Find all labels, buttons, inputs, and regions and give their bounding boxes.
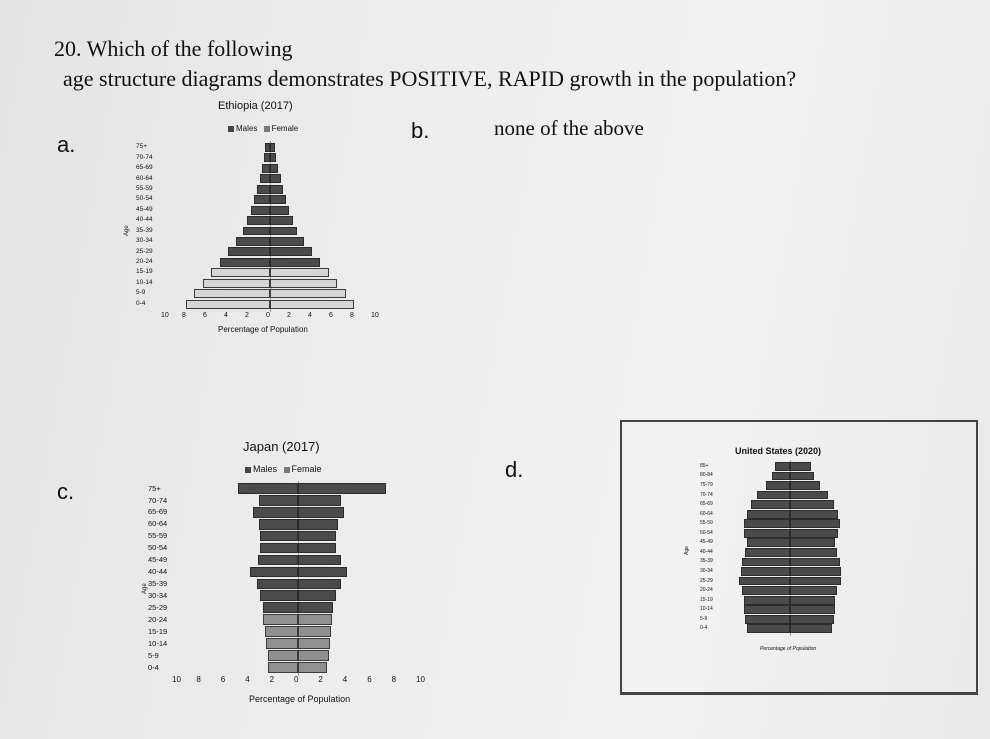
age-group-label: 35-39 [700, 558, 713, 565]
chart-title: United States (2020) [735, 446, 822, 456]
female-bar [270, 216, 293, 225]
male-bar [265, 626, 298, 637]
age-group-label: 5-9 [136, 289, 146, 297]
age-group-label: 85+ [700, 462, 709, 469]
male-bar [250, 567, 298, 578]
x-tick-label: 4 [308, 312, 312, 319]
female-bar [790, 462, 811, 471]
female-bar [790, 577, 841, 586]
male-bar [259, 519, 298, 530]
y-axis-label: Age [142, 583, 148, 594]
male-bar [251, 206, 270, 215]
male-bar [262, 164, 270, 173]
female-bar [790, 491, 828, 500]
chart-legend [245, 464, 322, 474]
age-group-label: 0-4 [700, 625, 708, 632]
male-bar [238, 483, 298, 494]
age-group-label: 60-64 [136, 174, 153, 182]
male-bar [744, 529, 791, 538]
age-group-label: 50-54 [700, 529, 713, 536]
age-group-label: 75-79 [700, 481, 713, 488]
age-group-label: 40-44 [136, 216, 153, 224]
female-bar [298, 567, 347, 578]
option-b-text: none of the above [494, 116, 644, 140]
option-c-letter: c. [57, 479, 75, 504]
female-bar [270, 289, 346, 298]
male-bar [257, 579, 298, 590]
male-bar [766, 481, 790, 490]
age-group-label: 55-59 [136, 184, 153, 192]
female-bar [298, 614, 332, 625]
x-axis-label: Percentage of Population [218, 325, 308, 334]
female-bar [298, 650, 329, 661]
male-bar [744, 519, 791, 528]
x-tick-label: 4 [245, 675, 250, 684]
female-bar [270, 279, 337, 288]
y-axis-label: Age [124, 225, 130, 236]
female-bar [790, 500, 834, 509]
female-bar [270, 206, 289, 215]
y-axis-label: Age [684, 546, 690, 555]
chart-title: Ethiopia (2017) [218, 100, 293, 112]
female-bar [790, 472, 814, 481]
male-bar [268, 650, 299, 661]
option-d-letter: d. [505, 457, 524, 482]
male-bar [257, 185, 270, 194]
x-tick-label: 4 [342, 675, 348, 684]
x-tick-label: 8 [196, 675, 201, 684]
male-bar [254, 195, 270, 204]
female-bar [298, 638, 330, 649]
male-bar [260, 543, 298, 554]
x-axis-label: Percentage of Population [760, 646, 817, 652]
age-group-label: 50-54 [136, 195, 153, 203]
male-bar [747, 624, 791, 633]
male-bar [228, 247, 270, 256]
question-number-line: 20. Which of the following [54, 36, 293, 61]
male-bar [186, 300, 270, 309]
age-group-label: 20-24 [148, 614, 168, 624]
female-bar [790, 519, 840, 528]
female-bar [270, 247, 312, 256]
female-bar [790, 481, 820, 490]
male-bar [739, 577, 790, 586]
female-bar [298, 626, 331, 637]
x-tick-label: 0 [294, 675, 299, 684]
male-bar [745, 548, 790, 557]
male-bar [211, 268, 270, 277]
age-group-label: 70-74 [700, 491, 713, 498]
x-tick-label: 10 [416, 675, 425, 684]
female-bar [270, 174, 281, 183]
x-tick-label: 2 [318, 675, 323, 684]
age-group-label: 15-19 [136, 268, 153, 276]
legend-swatch-male [228, 126, 234, 132]
age-group-label: 45-49 [148, 555, 168, 565]
female-bar [298, 579, 341, 590]
male-bar [260, 590, 298, 601]
x-tick-label: 8 [391, 675, 397, 684]
female-bar [790, 529, 838, 538]
x-tick-label: 2 [245, 312, 249, 319]
x-tick-label: 8 [182, 312, 186, 319]
female-bar [298, 507, 344, 518]
x-tick-label: 10 [172, 675, 181, 684]
age-group-label: 5-9 [700, 615, 708, 622]
age-group-label: 45-49 [700, 539, 713, 546]
male-bar [745, 615, 790, 624]
x-tick-label: 2 [269, 675, 275, 684]
age-group-label: 40-44 [148, 567, 168, 577]
legend-swatch-female [284, 467, 290, 473]
legend-swatch-female [264, 126, 270, 132]
age-group-label: 5-9 [148, 650, 159, 660]
age-group-label: 0-4 [136, 299, 146, 307]
male-bar [266, 638, 298, 649]
female-bar [270, 164, 278, 173]
female-bar [298, 495, 341, 506]
female-bar [270, 237, 304, 246]
x-tick-label: 8 [350, 312, 354, 319]
female-bar [298, 519, 338, 530]
female-bar [298, 590, 336, 601]
female-bar [790, 538, 835, 547]
age-group-label: 30-34 [700, 567, 713, 574]
legend-swatch-male [245, 467, 251, 473]
age-group-label: 50-54 [148, 543, 168, 553]
x-tick-label: 4 [224, 312, 228, 319]
legend-male-label: Males [253, 464, 278, 474]
x-tick-label: 10 [371, 312, 379, 319]
age-group-label: 75+ [148, 483, 161, 493]
age-group-label: 80-84 [700, 472, 713, 479]
legend-male-label: Males [236, 124, 258, 133]
female-bar [790, 567, 841, 576]
male-bar [744, 605, 791, 614]
age-group-label: 65-69 [700, 501, 713, 508]
age-group-label: 10-14 [700, 606, 713, 613]
x-tick-label: 0 [266, 312, 270, 319]
female-bar [270, 143, 275, 152]
male-bar [751, 500, 790, 509]
male-bar [742, 586, 790, 595]
male-bar [747, 538, 791, 547]
female-bar [790, 624, 832, 633]
female-bar [790, 596, 835, 605]
question-text-line: age structure diagrams demonstrates POSITIVE, RAPID growth in the population? [63, 66, 797, 91]
female-bar [790, 586, 837, 595]
chart-legend [228, 124, 298, 133]
age-group-label: 55-59 [700, 520, 713, 527]
female-bar [298, 531, 336, 542]
male-bar [260, 531, 298, 542]
legend-female-label: Female [291, 464, 322, 474]
age-group-label: 65-69 [148, 507, 168, 517]
male-bar [744, 596, 791, 605]
female-bar [790, 548, 837, 557]
male-bar [259, 495, 298, 506]
age-group-label: 70-74 [136, 153, 153, 161]
age-group-label: 60-64 [700, 510, 713, 517]
female-bar [270, 268, 329, 277]
age-group-label: 15-19 [700, 596, 713, 603]
option-b-letter: b. [411, 118, 430, 143]
male-bar [268, 662, 299, 673]
male-bar [253, 507, 298, 518]
male-bar [741, 567, 791, 576]
male-bar [757, 491, 790, 500]
male-bar [747, 510, 791, 519]
male-bar [258, 555, 298, 566]
age-group-label: 30-34 [136, 237, 153, 245]
male-bar [775, 462, 790, 471]
female-bar [270, 185, 283, 194]
male-bar [194, 289, 270, 298]
female-bar [298, 555, 341, 566]
female-bar [298, 543, 336, 554]
male-bar [243, 227, 270, 236]
female-bar [270, 300, 354, 309]
female-bar [270, 258, 320, 267]
age-group-label: 35-39 [136, 226, 153, 234]
female-bar [790, 615, 834, 624]
female-bar [298, 602, 333, 613]
age-group-label: 0-4 [148, 662, 159, 672]
male-bar [263, 614, 298, 625]
x-tick-label: 6 [203, 312, 207, 319]
option-a-letter: a. [57, 132, 76, 157]
age-group-label: 25-29 [700, 577, 713, 584]
age-group-label: 45-49 [136, 205, 153, 213]
age-group-label: 10-14 [136, 278, 153, 286]
age-group-label: 55-59 [148, 531, 168, 541]
age-group-label: 25-29 [136, 247, 153, 255]
male-bar [236, 237, 270, 246]
male-bar [203, 279, 270, 288]
age-group-label: 35-39 [148, 579, 168, 589]
age-group-label: 20-24 [700, 587, 713, 594]
female-bar [270, 195, 286, 204]
male-bar [220, 258, 270, 267]
chart-title: Japan (2017) [243, 439, 320, 454]
female-bar [298, 662, 327, 673]
male-bar [772, 472, 790, 481]
age-group-label: 40-44 [700, 548, 713, 555]
x-tick-label: 10 [161, 312, 169, 319]
age-group-label: 10-14 [148, 638, 168, 648]
age-group-label: 30-34 [148, 591, 168, 601]
female-bar [790, 558, 840, 567]
age-group-label: 65-69 [136, 164, 153, 172]
female-bar [270, 153, 276, 162]
male-bar [247, 216, 270, 225]
male-bar [263, 602, 298, 613]
x-tick-label: 6 [220, 675, 226, 684]
female-bar [270, 227, 297, 236]
age-group-label: 20-24 [136, 258, 153, 266]
age-group-label: 60-64 [148, 519, 168, 529]
female-bar [298, 483, 386, 494]
male-bar [260, 174, 271, 183]
female-bar [790, 510, 838, 519]
legend-female-label: Female [271, 124, 299, 133]
female-bar [790, 605, 835, 614]
x-axis-label: Percentage of Population [249, 694, 351, 704]
x-tick-label: 6 [367, 675, 372, 684]
age-group-label: 25-29 [148, 602, 168, 612]
x-tick-label: 6 [329, 312, 333, 319]
age-group-label: 15-19 [148, 626, 168, 636]
male-bar [742, 558, 790, 567]
age-group-label: 70-74 [148, 495, 168, 505]
age-group-label: 75+ [136, 143, 148, 151]
x-tick-label: 2 [287, 312, 291, 319]
